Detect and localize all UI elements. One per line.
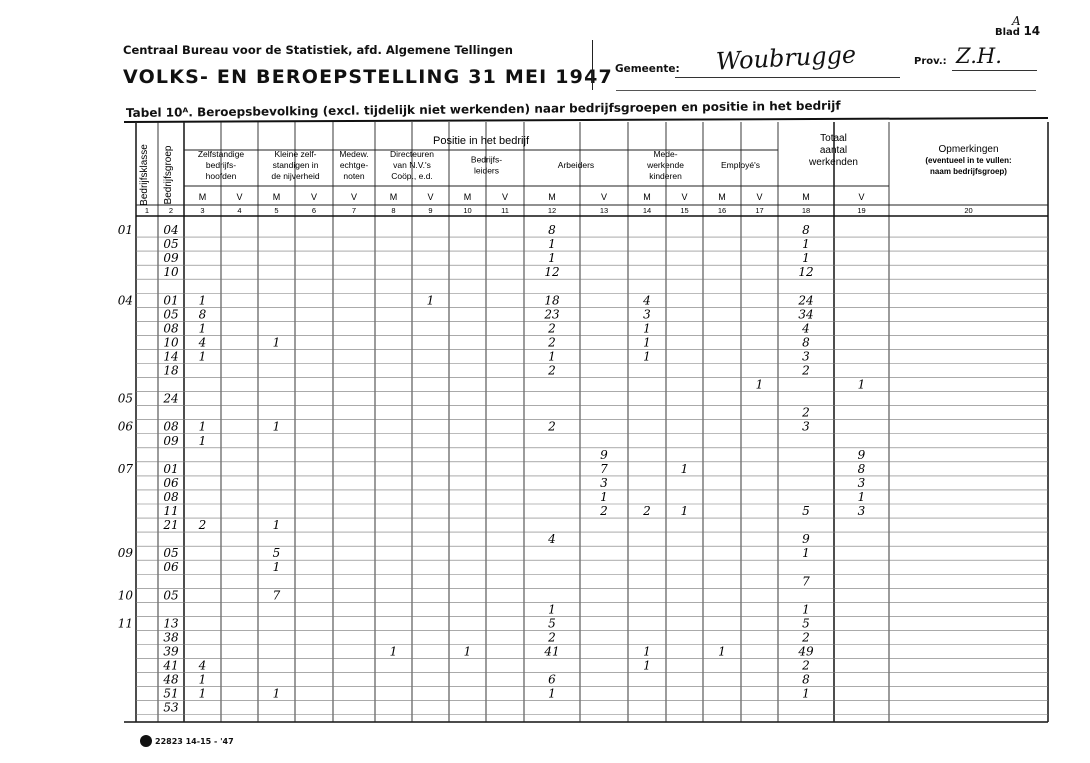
cbs-logo-icon — [140, 735, 152, 747]
cell-bedrijfsklasse: 09 — [117, 546, 133, 561]
sub-label: M — [463, 192, 472, 202]
cell-value: 7 — [802, 574, 810, 589]
sub-label: M — [643, 192, 651, 202]
group-header-line: Mede- — [653, 149, 678, 159]
cell-value: 4 — [198, 335, 207, 350]
group-header-line: Arbeiders — [557, 160, 595, 170]
cell-value: 2 — [802, 363, 810, 378]
header-bedrijfsklasse: Bedrijfsklasse — [139, 144, 150, 206]
cell-value: 3 — [857, 475, 866, 490]
sub-label: M — [272, 192, 281, 202]
cell-value: 1 — [548, 251, 556, 266]
sub-label: M — [548, 192, 556, 202]
cell-value: 2 — [548, 321, 556, 336]
group-header-line: Employé's — [721, 160, 760, 170]
cell-value: 2 — [548, 419, 556, 434]
cell-value: 1 — [272, 518, 281, 533]
cell-value: 23 — [544, 307, 560, 322]
group-header-line: Directeuren — [390, 149, 434, 159]
cell-bedrijfsgroep: 09 — [163, 251, 179, 266]
cell-value: 8 — [802, 335, 810, 350]
cell-value: 8 — [802, 672, 810, 687]
column-number: 20 — [964, 206, 973, 215]
cell-bedrijfsgroep: 01 — [163, 293, 179, 308]
sub-label: V — [600, 192, 608, 202]
cell-bedrijfsgroep: 08 — [163, 489, 179, 504]
column-number: 8 — [391, 206, 396, 215]
cell-value: 2 — [198, 518, 207, 533]
cell-value: 1 — [463, 644, 472, 659]
cell-bedrijfsklasse: 06 — [117, 419, 133, 434]
group-header-line: leiders — [473, 165, 500, 176]
opmerkingen-header-line: naam bedrijfsgroep) — [930, 167, 1007, 176]
cell-value: 2 — [548, 363, 556, 378]
cell-value: 2 — [600, 504, 608, 518]
cell-value: 1 — [643, 321, 651, 336]
gemeente-value: Woubrugge — [715, 40, 857, 76]
gemeente-label: Gemeente: — [615, 63, 680, 75]
cell-value: 1 — [548, 602, 556, 617]
cell-bedrijfsgroep: 06 — [163, 475, 179, 490]
header-bedrijfsgroep: Bedrijfsgroep — [163, 145, 174, 205]
opmerkingen-header-line: Opmerkingen — [938, 144, 999, 155]
sub-label: V — [501, 192, 509, 202]
column-number: 5 — [274, 206, 279, 215]
cell-value: 2 — [802, 405, 810, 420]
cell-value: 4 — [802, 321, 810, 336]
cell-value: 1 — [643, 658, 651, 673]
cell-value: 8 — [198, 307, 207, 322]
cell-value: 12 — [798, 265, 814, 280]
cell-value: 1 — [272, 419, 281, 434]
cell-value: 1 — [548, 237, 556, 252]
cell-value: 5 — [272, 546, 281, 561]
column-number: 3 — [200, 206, 205, 215]
cell-value: 4 — [643, 293, 651, 308]
cell-value: 1 — [272, 335, 281, 350]
cell-value: 1 — [389, 644, 398, 659]
totaal-header-line: Totaal — [820, 133, 847, 144]
cell-value: 1 — [198, 686, 207, 701]
form-code: 22823 14-15 - '47 — [155, 737, 234, 746]
cell-value: 1 — [643, 644, 651, 659]
group-header-line: de nijverheid — [271, 171, 320, 181]
cell-bedrijfsgroep: 09 — [163, 433, 179, 448]
cell-bedrijfsgroep: 10 — [163, 265, 179, 280]
group-header-line: Coöp., e.d. — [391, 171, 433, 181]
sub-label: M — [718, 192, 726, 202]
cell-value: 7 — [600, 461, 608, 476]
cell-bedrijfsgroep: 06 — [163, 560, 179, 575]
cell-value: 2 — [548, 630, 556, 645]
cell-value: 1 — [680, 461, 689, 476]
cell-bedrijfsgroep: 51 — [163, 686, 179, 701]
column-number: 7 — [351, 206, 357, 215]
table-title: Tabel 10ᴬ. Beroepsbevolking (excl. tijdelijk niet werkenden) naar bedrijfsgroepen en positie in het bedrijf — [125, 98, 841, 120]
cell-value: 3 — [802, 419, 810, 434]
cell-value: 4 — [198, 658, 207, 673]
column-number: 4 — [237, 206, 242, 215]
sub-label: V — [427, 192, 434, 202]
sub-label: V — [858, 192, 865, 202]
column-number: 13 — [599, 206, 609, 215]
cell-value: 3 — [600, 475, 608, 490]
cell-value: 2 — [802, 630, 810, 645]
cell-value: 1 — [272, 560, 281, 575]
cell-value: 1 — [198, 433, 207, 448]
cell-value: 1 — [198, 349, 207, 364]
cell-value: 1 — [600, 489, 608, 504]
column-number: 1 — [144, 206, 150, 215]
cell-value: 12 — [544, 265, 560, 280]
group-header-line: Bedrijfs- — [470, 154, 503, 165]
sub-label: V — [756, 192, 763, 202]
group-header-line: standigen in — [272, 160, 319, 170]
cell-value: 1 — [198, 419, 207, 434]
cell-bedrijfsgroep: 48 — [163, 672, 179, 687]
cell-value: 1 — [680, 504, 689, 518]
column-number: 19 — [857, 206, 866, 215]
sub-label: V — [236, 192, 243, 202]
cell-value: 1 — [857, 489, 866, 504]
column-number: 6 — [311, 206, 317, 215]
cell-value: 1 — [548, 349, 556, 364]
cell-bedrijfsgroep: 10 — [163, 335, 179, 350]
cell-value: 18 — [544, 293, 560, 308]
group-header-line: Medew. — [339, 149, 369, 159]
form-title: VOLKS- EN BEROEPSTELLING 31 MEI 1947 — [123, 66, 613, 88]
column-number: 11 — [501, 206, 509, 215]
totaal-header-line: aantal — [819, 145, 848, 156]
cell-value: 1 — [802, 251, 810, 266]
cell-bedrijfsgroep: 14 — [163, 349, 179, 364]
cell-bedrijfsgroep: 05 — [163, 546, 179, 561]
cell-value: 1 — [643, 349, 651, 364]
cell-bedrijfsgroep: 39 — [163, 644, 179, 659]
cell-value: 3 — [643, 307, 651, 322]
cell-value: 1 — [802, 602, 810, 617]
cell-value: 1 — [802, 546, 810, 561]
column-number: 15 — [680, 206, 689, 215]
blad-label: Blad — [995, 27, 1020, 38]
column-number: 16 — [717, 206, 727, 215]
cell-value: 9 — [600, 447, 608, 462]
cell-value: 1 — [198, 321, 207, 336]
group-header-line: Kleine zelf- — [274, 149, 317, 159]
group-header-line: Zelfstandige — [197, 149, 245, 159]
cell-value: 8 — [802, 223, 810, 237]
column-number: 17 — [755, 206, 764, 215]
cell-value: 1 — [548, 686, 556, 701]
cell-bedrijfsgroep: 41 — [163, 658, 179, 673]
sub-label: M — [389, 192, 398, 202]
column-number: 9 — [428, 206, 433, 215]
group-header-line: werkende — [647, 160, 684, 170]
cell-value: 1 — [272, 686, 281, 701]
cell-bedrijfsgroep: 05 — [163, 307, 179, 322]
cell-bedrijfsklasse: 01 — [117, 223, 133, 237]
cell-bedrijfsklasse: 04 — [117, 293, 133, 308]
group-header-line: bedrijfs- — [205, 160, 237, 170]
cell-bedrijfsgroep: 53 — [163, 700, 179, 715]
cell-value: 2 — [643, 504, 651, 518]
cell-bedrijfsgroep: 24 — [163, 391, 179, 406]
table-top-rule — [124, 118, 1048, 122]
cell-value: 2 — [802, 658, 810, 673]
column-number: 12 — [547, 206, 557, 215]
cell-bedrijfsklasse: 10 — [117, 588, 133, 603]
cell-value: 4 — [548, 532, 556, 547]
group-header-line: echtge- — [339, 160, 369, 170]
prov-value: Z.H. — [956, 44, 1002, 68]
cell-bedrijfsklasse: 11 — [117, 616, 133, 631]
cell-value: 1 — [198, 672, 207, 687]
sub-label: M — [802, 192, 810, 202]
blad-superscript: A — [1012, 14, 1021, 28]
column-number: 2 — [168, 206, 174, 215]
cell-value: 49 — [798, 644, 814, 659]
cell-value: 7 — [272, 588, 281, 603]
cell-value: 1 — [643, 335, 651, 350]
cell-bedrijfsklasse: 05 — [117, 391, 133, 406]
cell-bedrijfsgroep: 05 — [163, 237, 179, 252]
cell-value: 5 — [802, 616, 810, 631]
cell-value: 1 — [802, 237, 810, 252]
cell-bedrijfsgroep: 08 — [163, 321, 179, 336]
group-header-line: van N.V.'s — [393, 160, 431, 170]
cell-value: 3 — [802, 349, 810, 364]
opmerkingen-header-line: (eventueel in te vullen: — [925, 156, 1012, 165]
cell-value: 1 — [198, 293, 207, 308]
cell-value: 1 — [718, 644, 726, 659]
cell-bedrijfsgroep: 01 — [163, 461, 179, 476]
totaal-header-line: werkenden — [809, 157, 858, 168]
cell-bedrijfsgroep: 21 — [163, 518, 179, 533]
cell-value: 2 — [548, 335, 556, 350]
cell-bedrijfsgroep: 18 — [163, 363, 179, 378]
cell-bedrijfsgroep: 05 — [163, 588, 179, 603]
column-number: 10 — [463, 206, 472, 215]
cell-value: 5 — [548, 616, 556, 631]
cell-value: 8 — [857, 461, 866, 476]
cell-bedrijfsgroep: 13 — [163, 616, 179, 631]
cell-value: 24 — [798, 293, 814, 308]
cell-value: 1 — [802, 686, 810, 701]
cell-bedrijfsklasse: 07 — [117, 461, 133, 476]
cell-value: 41 — [544, 644, 560, 659]
sub-label: V — [310, 192, 318, 202]
cell-value: 1 — [755, 377, 764, 392]
cell-value: 9 — [857, 447, 866, 462]
column-number: 18 — [801, 206, 811, 215]
cell-value: 8 — [548, 223, 556, 237]
sub-label: V — [681, 192, 688, 202]
cell-value: 34 — [798, 307, 814, 322]
cell-value: 1 — [857, 377, 866, 392]
prov-label: Prov.: — [914, 56, 947, 67]
sub-label: V — [350, 192, 358, 202]
cell-value: 3 — [857, 504, 866, 518]
cell-bedrijfsgroep: 08 — [163, 419, 179, 434]
column-number: 14 — [642, 206, 652, 215]
cell-value: 6 — [548, 672, 556, 687]
sub-label: M — [198, 192, 207, 202]
group-header-line: noten — [343, 171, 365, 181]
organization-line: Centraal Bureau voor de Statistiek, afd. Algemene Tellingen — [123, 43, 513, 57]
group-header-line: kinderen — [649, 171, 682, 181]
cell-value: 9 — [802, 532, 810, 547]
cell-value: 1 — [426, 293, 435, 308]
blad-value: 14 — [1023, 24, 1041, 38]
cell-bedrijfsgroep: 38 — [163, 630, 179, 645]
cell-bedrijfsgroep: 11 — [163, 504, 179, 518]
cell-bedrijfsgroep: 04 — [163, 223, 179, 237]
cell-value: 5 — [802, 504, 810, 518]
group-header-line: hoofden — [205, 171, 237, 181]
header-positie: Positie in het bedrijf — [433, 135, 529, 147]
